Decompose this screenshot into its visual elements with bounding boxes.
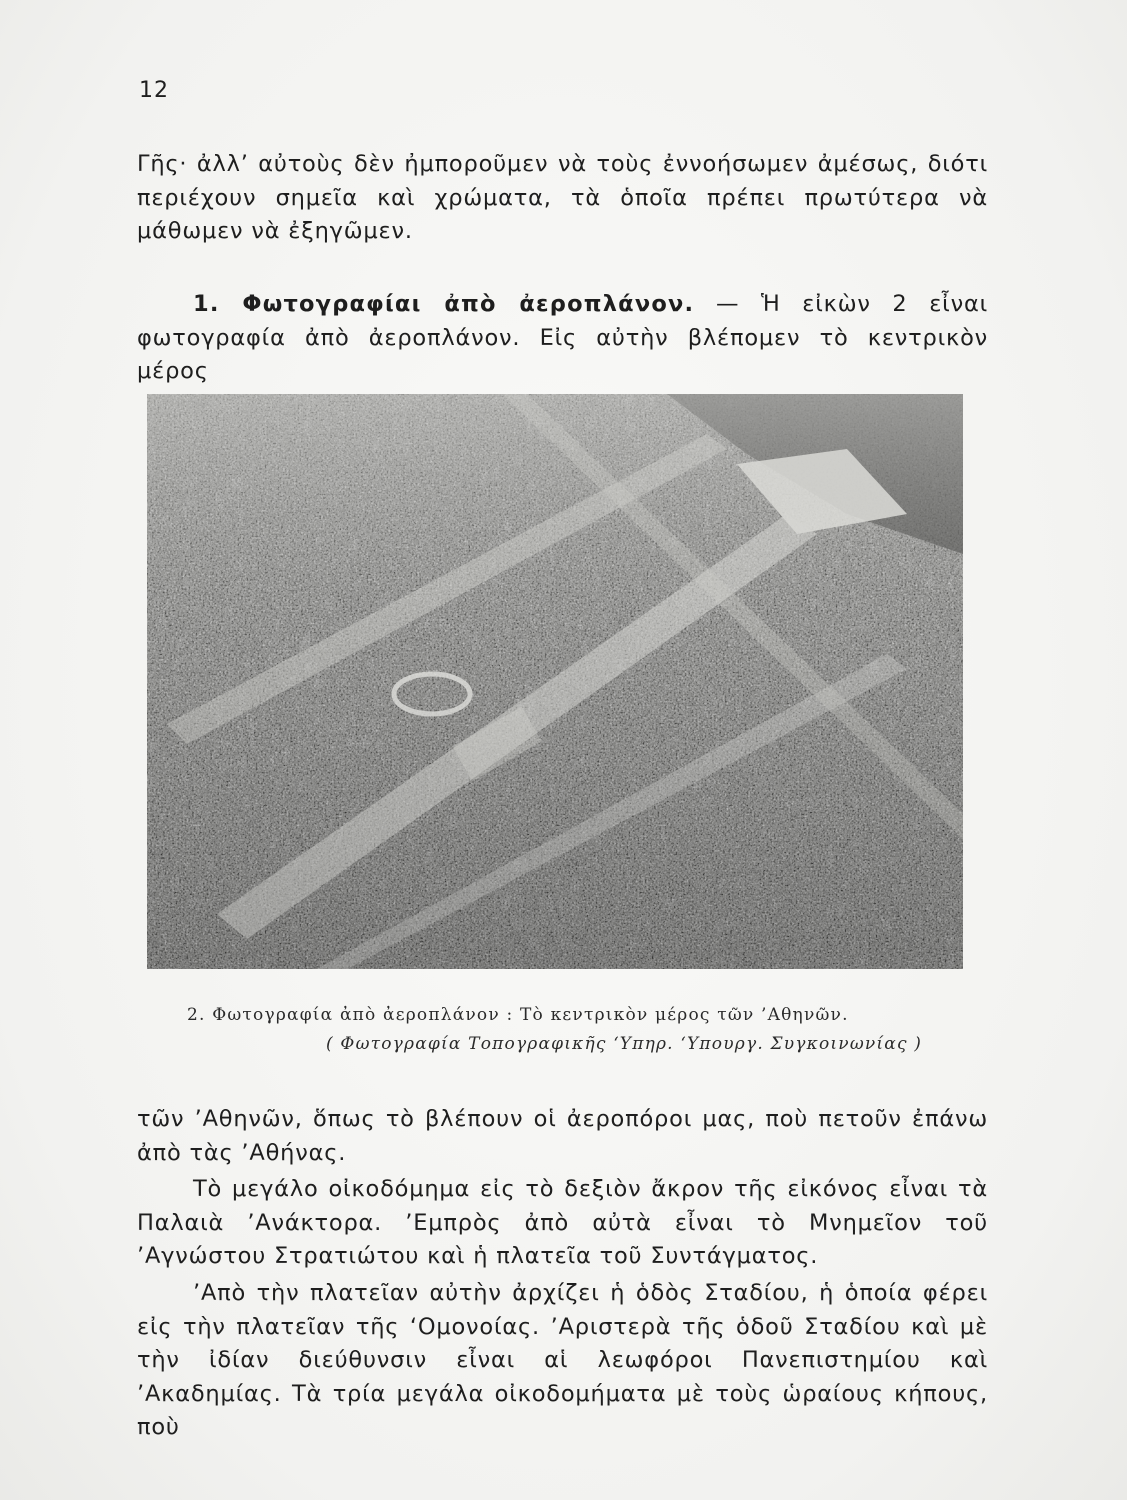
page-number: 12 bbox=[139, 78, 169, 103]
paragraph-continuation: τῶν ’Αθηνῶν, ὅπως τὸ βλέπουν οἱ ἀεροπόροι μας, ποὺ πετοῦν ἐπάνω ἀπὸ τὰς ’Αθήνας. bbox=[137, 1106, 988, 1166]
paragraph-intro: Γῆς· ἀλλ’ αὐτοὺς δὲν ἠμποροῦμεν νὰ τοὺς ἐννοήσωμεν ἀμέσως, διότι περιέχουν σημεῖα καὶ χρώματα, τὰ ὁποῖα πρέπει πρωτύτερα νὰ μάθωμεν νὰ ἐξηγῶμεν. bbox=[137, 151, 988, 245]
section-heading: 1. Φωτογραφίαι ἀπὸ ἀεροπλάνον. bbox=[193, 291, 695, 317]
aerial-photograph bbox=[147, 394, 963, 969]
section-text: — Ἡ εἰκὼν 2 εἶναι φωτογραφία ἀπὸ ἀεροπλάνον. Εἰς αὐτὴν βλέπομεν τὸ κεντρικὸν μέρος bbox=[137, 291, 988, 385]
section-paragraph bbox=[137, 288, 988, 389]
paragraph-palace: Τὸ μεγάλο οἰκοδόμημα εἰς τὸ δεξιὸν ἄκρον τῆς εἰκόνος εἶναι τὰ Παλαιὰ ’Ανάκτορα. ’Εμπρὸς ἀπὸ αὐτὰ εἶναι τὸ Μνημεῖον τοῦ ’Αγνώστου Στρατιώτου καὶ ἡ πλατεῖα τοῦ Συντάγματος. bbox=[137, 1176, 988, 1270]
aerial-city-image bbox=[147, 394, 963, 969]
paragraph-streets: ’Απὸ τὴν πλατεῖαν αὐτὴν ἀρχίζει ἡ ὁδὸς Σταδίου, ἡ ὁποία φέρει εἰς τὴν πλατεῖαν τῆς ‘Ομονοίας. ’Αριστερὰ τῆς ὁδοῦ Σταδίου καὶ μὲ τὴν ἰδίαν διεύθυνσιν εἶναι αἱ λεωφόροι Πανεπιστημίου καὶ ’Ακαδημίας. Τὰ τρία μεγάλα οἰκοδομήματα μὲ τοὺς ὡραίους κήπους, ποὺ bbox=[137, 1280, 988, 1441]
figure-credit: ( Φωτογραφία Τοπογραφικῆς ‘Υπηρ. ‘Υπουργ. Συγκοινωνίας ) bbox=[326, 1034, 923, 1054]
figure-caption: 2. Φωτογραφία ἀπὸ ἀεροπλάνον : Τὸ κεντρικὸν μέρος τῶν ’Αθηνῶν. bbox=[187, 1005, 849, 1025]
